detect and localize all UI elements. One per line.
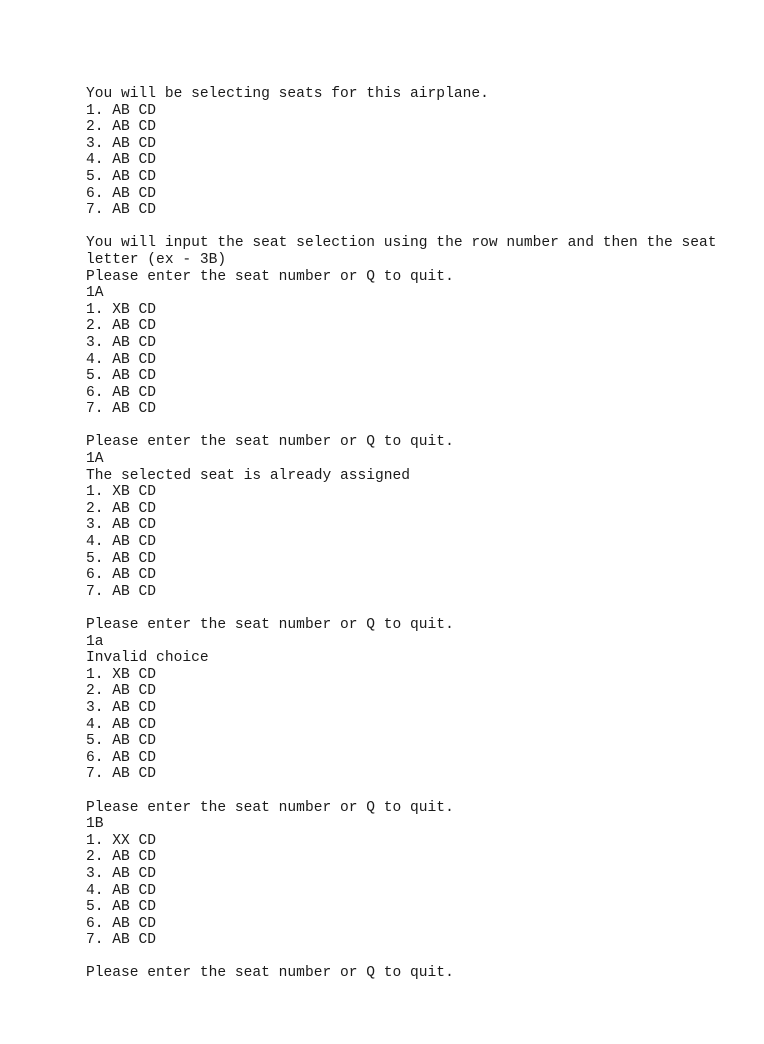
console-line: 1. XB CD xyxy=(86,301,157,318)
console-line: 4. AB CD xyxy=(86,351,157,368)
console-line: 5. AB CD xyxy=(86,168,157,185)
console-line: 5. AB CD xyxy=(86,899,157,916)
console-line: 2. AB CD xyxy=(86,683,157,700)
console-line: 6. AB CD xyxy=(86,185,157,202)
console-line: 3. AB CD xyxy=(86,865,157,882)
console-line: Invalid choice xyxy=(86,650,209,667)
console-line: 1. AB CD xyxy=(86,102,157,119)
blank-line xyxy=(86,418,746,435)
blank-line xyxy=(86,949,746,966)
console-line: 3. AB CD xyxy=(86,699,157,716)
console-line: 1. XB CD xyxy=(86,666,157,683)
console-line: 2. AB CD xyxy=(86,318,157,335)
console-line: 7. AB CD xyxy=(86,401,157,418)
console-line: 4. AB CD xyxy=(86,716,157,733)
console-line: 1. XB CD xyxy=(86,484,157,501)
console-line: 1B xyxy=(86,816,104,833)
console-line: 6. AB CD xyxy=(86,915,157,932)
console-line: 5. AB CD xyxy=(86,368,157,385)
console-line: 4. AB CD xyxy=(86,152,157,169)
console-line: 4. AB CD xyxy=(86,882,157,899)
console-line: 7. AB CD xyxy=(86,202,157,219)
console-line: 1a xyxy=(86,633,104,650)
console-line: You will input the seat selection using the row number and then the seat xyxy=(86,235,717,252)
console-line: 3. AB CD xyxy=(86,135,157,152)
console-line: 1A xyxy=(86,451,104,468)
blank-line xyxy=(86,219,746,236)
console-line: letter (ex - 3B) xyxy=(86,251,227,268)
console-line: 5. AB CD xyxy=(86,733,157,750)
console-line: The selected seat is already assigned xyxy=(86,467,411,484)
console-line: Please enter the seat number or Q to quit. xyxy=(86,965,454,982)
console-line: Please enter the seat number or Q to quit. xyxy=(86,268,454,285)
console-line: 6. AB CD xyxy=(86,384,157,401)
blank-line xyxy=(86,600,746,617)
console-line: 6. AB CD xyxy=(86,749,157,766)
console-line: 7. AB CD xyxy=(86,932,157,949)
console-line: 2. AB CD xyxy=(86,119,157,136)
console-line: 6. AB CD xyxy=(86,567,157,584)
console-line: You will be selecting seats for this airplane. xyxy=(86,86,489,102)
blank-line xyxy=(86,783,746,800)
console-line: 2. AB CD xyxy=(86,849,157,866)
console-line: Please enter the seat number or Q to quit. xyxy=(86,799,454,816)
console-line: 1. XX CD xyxy=(86,832,157,849)
console-line: 5. AB CD xyxy=(86,550,157,567)
console-line: 2. AB CD xyxy=(86,500,157,517)
console-line: 3. AB CD xyxy=(86,517,157,534)
console-output xyxy=(86,86,746,982)
console-line: 3. AB CD xyxy=(86,334,157,351)
console-line: 7. AB CD xyxy=(86,766,157,783)
console-line: 1A xyxy=(86,285,104,302)
console-line: 4. AB CD xyxy=(86,534,157,551)
console-line: 7. AB CD xyxy=(86,583,157,600)
console-line: Please enter the seat number or Q to quit. xyxy=(86,434,454,451)
console-line: Please enter the seat number or Q to quit. xyxy=(86,617,454,633)
